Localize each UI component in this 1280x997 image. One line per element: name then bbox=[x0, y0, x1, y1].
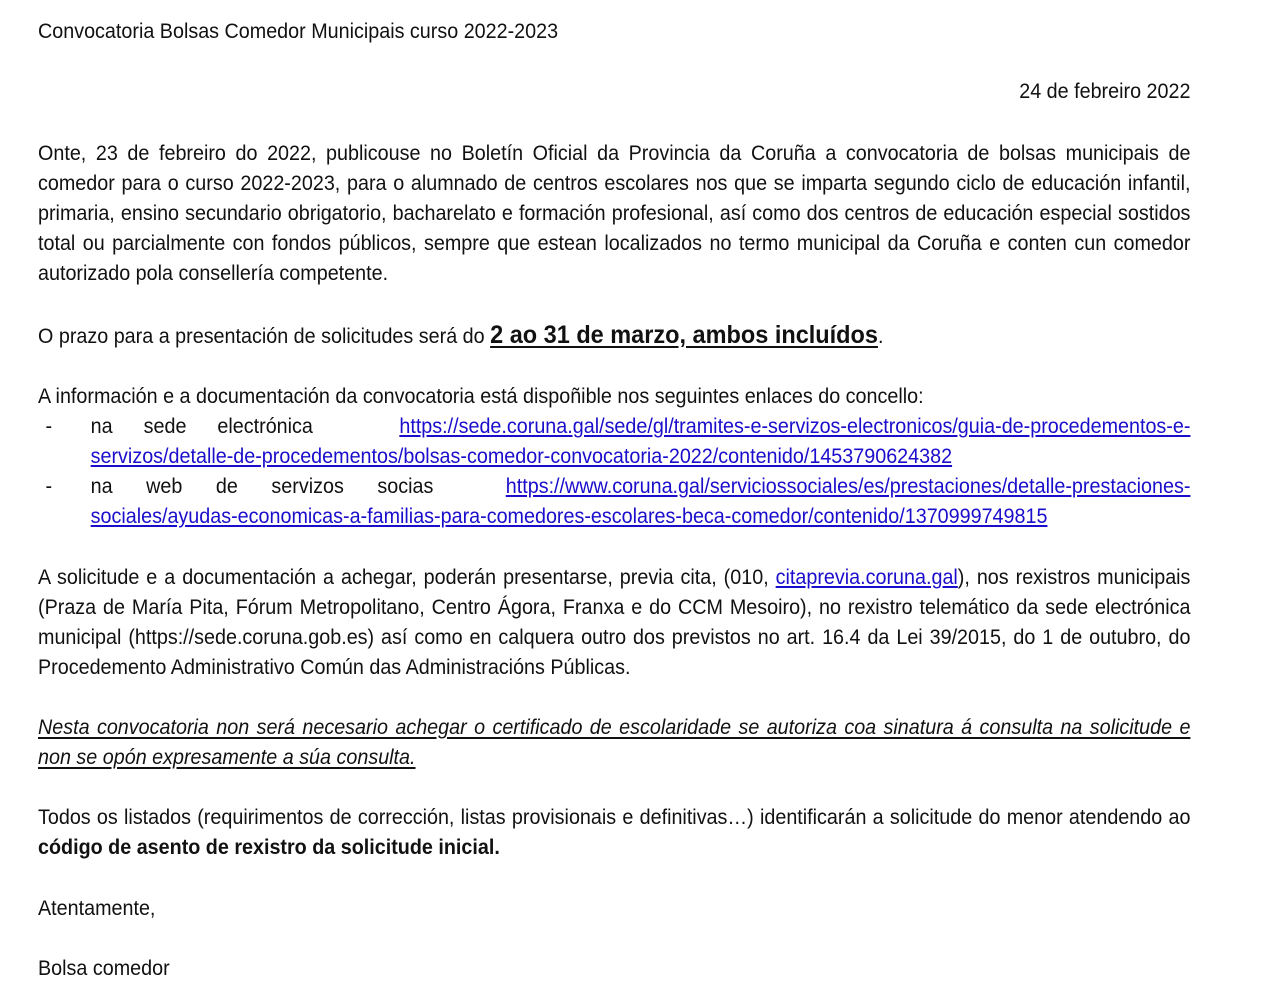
intro-paragraph: Onte, 23 de febreiro do 2022, publicouse no Boletín Oficial da Provincia da Coruña a convocatoria de bolsas municipais de comedor para o curso 2022-2023, para o alumnado de centros escolares nos que se imparta segundo ciclo de educación infantil, primaria, ensino secundario obrigatorio, bacharelato e formación profesional, así como dos centros de educación especial sostidos total ou parcialmente con fondos públicos, sempre que estean localizados no termo municipal da Coruña e conten cun comedor autorizado pola consellería competente. bbox=[38, 142, 1191, 285]
certificate-note: Nesta convocatoria non será necesario achegar o certificado de escolaridade se autoriza coa sinatura á consulta na solicitude e non se opón expresamente a súa consulta. bbox=[38, 716, 1191, 769]
deadline-paragraph bbox=[38, 320, 1190, 352]
listings-paragraph bbox=[38, 803, 1190, 863]
deadline-prefix: O prazo para a presentación de solicitudes será do bbox=[38, 325, 491, 348]
link-web-servizos-sociais[interactable]: https://www.coruna.gal/serviciossociales/es/prestaciones/detalle-prestaciones-sociales/ayudas-economicas-a-familias-para-comedores-escolares-beca-comedor/contenido/1370999749815 bbox=[90, 475, 1191, 528]
links-section bbox=[38, 382, 1190, 532]
document-title: Convocatoria Bolsas Comedor Municipais curso 2022-2023 bbox=[38, 20, 559, 43]
deadline-dates: 2 ao 31 de marzo, ambos incluídos bbox=[490, 321, 878, 349]
document-date: 24 de febreiro 2022 bbox=[1019, 80, 1191, 103]
submission-paragraph bbox=[38, 563, 1190, 683]
listings-bold: código de asento de rexistro da solicitude inicial. bbox=[38, 836, 500, 859]
citaprevia-link[interactable]: citaprevia.coruna.gal bbox=[775, 566, 958, 589]
bullet-dash: - bbox=[45, 475, 53, 498]
closing-line: Atentamente, bbox=[38, 897, 156, 920]
links-intro: A información e a documentación da convocatoria está dispoñible nos seguintes enlaces do concello: bbox=[38, 385, 924, 408]
link-item-sede bbox=[38, 412, 1190, 472]
submission-prefix: A solicitude e a documentación a achegar, poderán presentarse, previa cita, (010, bbox=[38, 566, 776, 589]
signature-line: Bolsa comedor bbox=[38, 957, 170, 980]
listings-prefix: Todos os listados (requirimentos de corrección, listas provisionais e definitivas…) identificarán a solicitude do menor atendendo ao bbox=[38, 806, 1191, 829]
link-label-sede: na sede electrónica bbox=[90, 415, 313, 438]
link-sede-electronica[interactable]: https://sede.coruna.gal/sede/gl/tramites-e-servizos-electronicos/guia-de-procedementos-e-servizos/detalle-de-procedementos/bolsas-comedor-convocatoria-2022/contenido/1453790624382 bbox=[90, 415, 1191, 468]
deadline-suffix: . bbox=[877, 325, 884, 348]
link-item-web bbox=[38, 472, 1190, 532]
bullet-dash: - bbox=[45, 415, 53, 438]
submission-suffix: ), nos rexistros municipais (Praza de María Pita, Fórum Metropolitano, Centro Ágora, Franxa e do CCM Mesoiro), no rexistro telemático da sede electrónica municipal (https://sede.coruna.gob.es) así como en calquera outro dos previstos no art. 16.4 da Lei 39/2015, do 1 de outubro, do Procedemento Administrativo Común das Administracións Públicas. bbox=[38, 566, 1191, 679]
link-label-web: na web de servizos socias bbox=[90, 475, 434, 498]
